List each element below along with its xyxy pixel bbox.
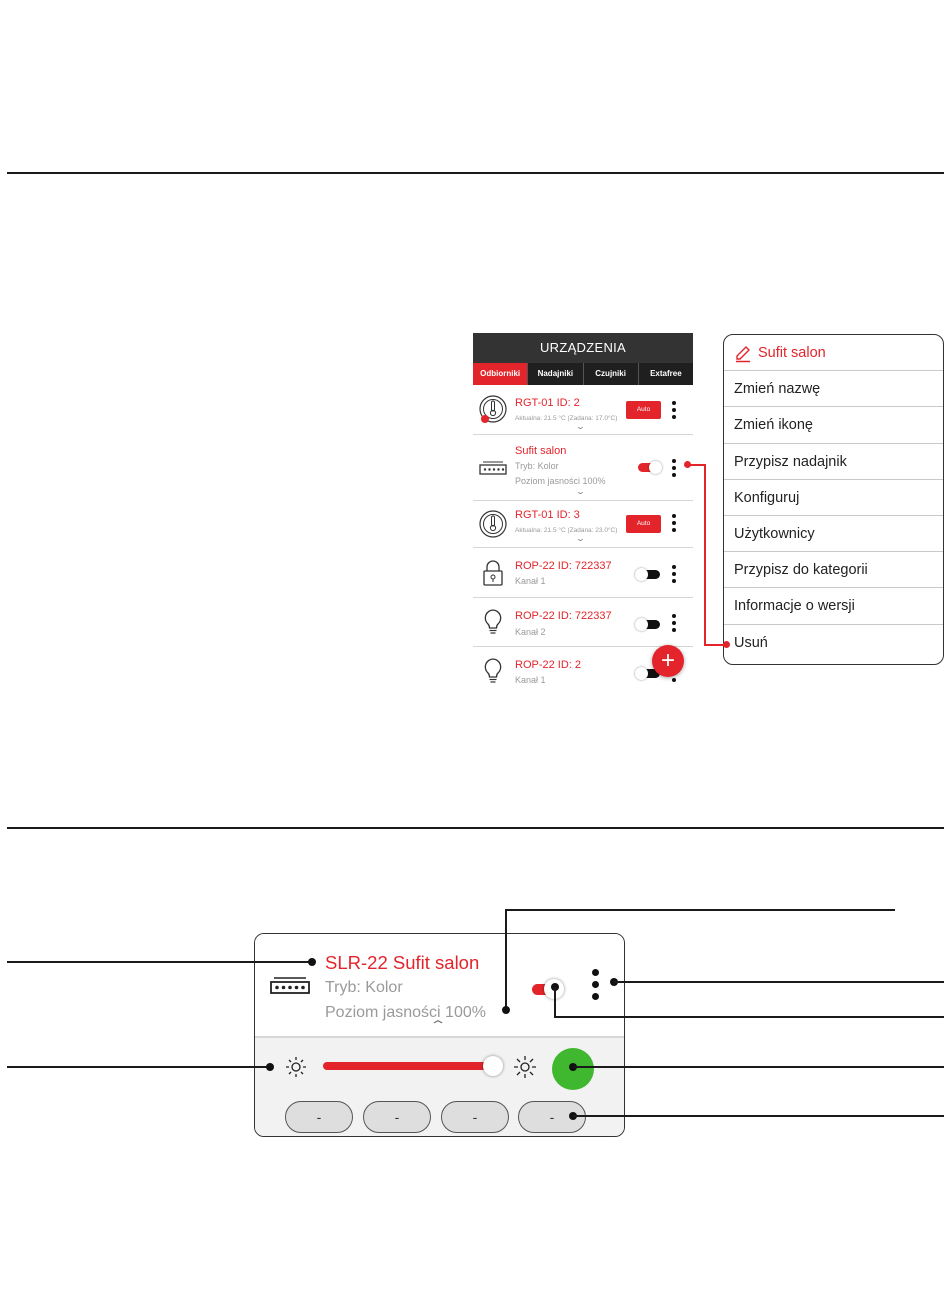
device-tabs [473, 363, 693, 385]
auto-mode-button[interactable]: Auto [626, 401, 661, 419]
section-divider-bottom [7, 827, 944, 829]
menu-item-assign-transmitter[interactable]: Przypisz nadajnik [724, 444, 943, 480]
callout-dot [502, 1006, 510, 1014]
power-toggle[interactable] [638, 620, 660, 629]
widget-device-name: SLR-22 Sufit salon [325, 952, 480, 973]
callout-dot [266, 1063, 274, 1071]
device-row[interactable] [473, 501, 693, 548]
widget-mode: Tryb: Kolor [325, 979, 403, 996]
power-toggle[interactable] [638, 463, 660, 472]
device-channel: Kanał 1 [515, 576, 546, 586]
callout-dot [308, 958, 316, 966]
brightness-low-icon [285, 1056, 307, 1078]
bulb-icon [478, 656, 508, 686]
tab-odbiorniki[interactable]: Odbiorniki [473, 363, 527, 385]
callout-dot [723, 641, 730, 648]
preset-button-4[interactable]: - [518, 1101, 586, 1133]
callout-line [687, 464, 705, 466]
brightness-high-icon [514, 1056, 536, 1078]
widget-brightness: Poziom jasności 100% [325, 1004, 486, 1021]
device-row[interactable] [473, 548, 693, 598]
brightness-slider-handle[interactable] [483, 1056, 503, 1076]
add-device-button[interactable]: + [652, 645, 684, 677]
more-options-icon[interactable] [672, 459, 677, 477]
device-brightness: Poziom jasności 100% [515, 476, 606, 486]
devices-screen [473, 333, 693, 688]
expand-chevron-icon[interactable]: ⌄ [574, 422, 586, 431]
device-row[interactable] [473, 435, 693, 501]
menu-item-assign-category[interactable]: Przypisz do kategorii [724, 552, 943, 588]
brightness-slider-track[interactable] [323, 1062, 493, 1070]
menu-item-delete[interactable]: Usuń [734, 634, 768, 651]
more-options-icon[interactable] [672, 614, 677, 632]
callout-line [573, 1066, 944, 1068]
device-name: Sufit salon [515, 445, 567, 457]
device-channel: Kanał 2 [515, 627, 546, 637]
padlock-icon [478, 557, 508, 587]
more-options-icon[interactable] [672, 401, 677, 419]
preset-button-1[interactable]: - [285, 1101, 353, 1133]
expand-chevron-icon[interactable]: ⌄ [574, 534, 586, 543]
device-row[interactable] [473, 385, 693, 435]
callout-line [505, 909, 507, 1009]
screen-title: URZĄDZENIA [473, 333, 693, 363]
section-divider-top [7, 172, 944, 174]
callout-line [554, 987, 556, 1017]
menu-item-users[interactable]: Użytkownicy [724, 516, 943, 552]
more-options-icon[interactable] [592, 969, 599, 1003]
led-controller-icon [478, 455, 508, 485]
device-row[interactable] [473, 598, 693, 647]
menu-item-rename[interactable]: Zmień nazwę [724, 371, 943, 407]
collapse-chevron-icon[interactable]: ⌃ [428, 1018, 448, 1032]
led-controller-icon [270, 975, 310, 995]
callout-line [614, 981, 944, 983]
menu-item-version-info[interactable]: Informacje o wersji [724, 588, 943, 624]
more-options-icon[interactable] [672, 514, 677, 532]
tab-czujniki[interactable]: Czujniki [583, 363, 638, 385]
menu-item-change-icon[interactable]: Zmień ikonę [724, 407, 943, 443]
callout-line [7, 961, 312, 963]
device-mode: Tryb: Kolor [515, 461, 559, 471]
device-name: ROP-22 ID: 722337 [515, 610, 612, 622]
menu-item-configure[interactable]: Konfiguruj [724, 480, 943, 516]
device-name: ROP-22 ID: 722337 [515, 560, 612, 572]
auto-mode-button[interactable]: Auto [626, 515, 661, 533]
tab-nadajniki[interactable]: Nadajniki [527, 363, 582, 385]
menu-header[interactable] [724, 335, 943, 371]
tab-extafree[interactable]: Extafree [638, 363, 693, 385]
thermostat-icon [478, 394, 508, 424]
device-temperature: Aktualna: 21.5 °C (Zadana: 17.0°C) [515, 415, 618, 422]
power-toggle[interactable] [638, 570, 660, 579]
menu-header-label: Sufit salon [758, 345, 826, 361]
callout-line [573, 1115, 944, 1117]
more-options-icon[interactable] [672, 565, 677, 583]
callout-line [554, 1016, 944, 1018]
expand-chevron-icon[interactable]: ⌄ [574, 487, 586, 496]
device-name: ROP-22 ID: 2 [515, 659, 582, 671]
device-context-menu [723, 334, 944, 665]
preset-button-3[interactable]: - [441, 1101, 509, 1133]
pencil-icon [734, 345, 752, 363]
device-name: RGT-01 ID: 3 [515, 509, 580, 521]
device-temperature: Aktualna: 21.5 °C (Zadana: 23.0°C) [515, 527, 618, 534]
callout-line [7, 1066, 269, 1068]
thermostat-icon [478, 509, 508, 539]
callout-line [505, 909, 895, 911]
device-name: RGT-01 ID: 2 [515, 397, 580, 409]
callout-line [704, 464, 706, 645]
preset-button-2[interactable]: - [363, 1101, 431, 1133]
bulb-icon [478, 607, 508, 637]
device-channel: Kanał 1 [515, 675, 546, 685]
